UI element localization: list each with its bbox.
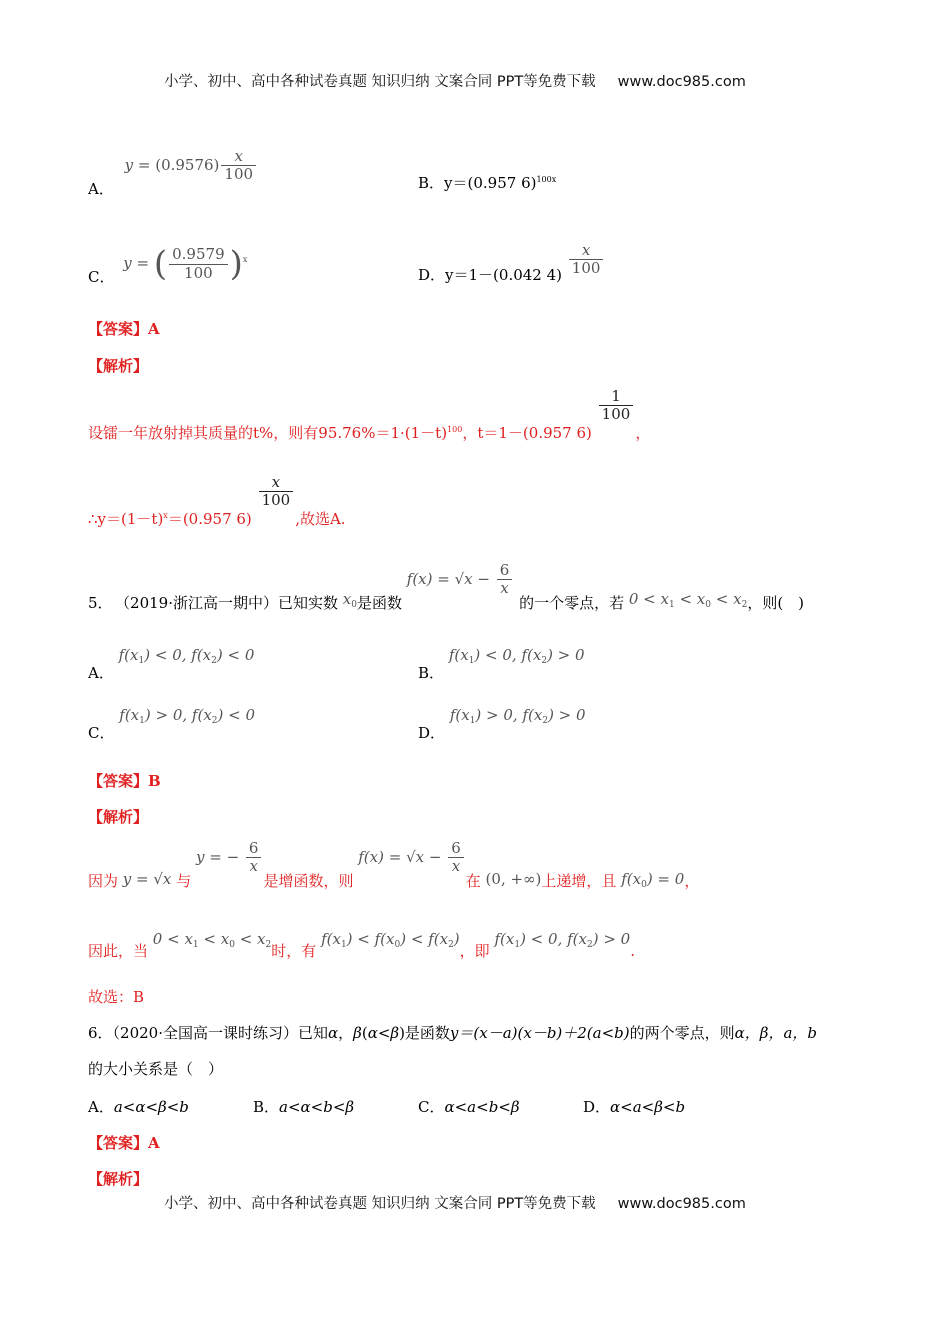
q6-option-b: B．a<α<b<β (253, 1098, 355, 1116)
page-header (164, 70, 746, 91)
q4-analysis: 【解析】 (88, 357, 149, 375)
footer-url[interactable]: www.doc985.com (617, 1196, 746, 1212)
q5-solution-line2: 因此，当 $0 < x_1 < x_0 < x_2$时，有 $f(x_1) < f(x_0) < f(x_2)$，即 $f(x_1) < 0$, $f(x_2) > 0$. (88, 930, 635, 960)
q4-option-c-formula: y = ( $\frac{0.9579}{100}$ )$^x$ (123, 244, 248, 284)
q4-option-b-exp: 100x (536, 175, 557, 184)
q4-option-d-fraction: $\frac{x}{100}$ (567, 250, 606, 268)
q4-option-d-text: y＝1－(0.042 4) (445, 265, 563, 284)
q5-answer: 【答案】B (88, 772, 161, 790)
q6-option-d: D．α<a<β<b (583, 1098, 686, 1116)
q4-fraction-x-100: $\frac{x}{100}$ (257, 482, 296, 500)
q5-conclusion: 故选：B (88, 988, 145, 1006)
q5-option-d: D． $f(x_1) > 0$, $f(x_2) > 0$ (418, 706, 586, 742)
q6-option-c: C．α<a<b<β (418, 1098, 520, 1116)
q5-solution-line1: 因为 y = √x 与 y = − $\frac{6}{x}$ 是增函数，则 f(x) = √x − $\frac{6}{x}$ 在 (0, +∞)上递增，且 $f(x_0) = 0$， (88, 839, 700, 890)
q5-option-a: A． $f(x_1) < 0$, $f(x_2) < 0$ (88, 646, 255, 682)
q4-answer: 【答案】A (88, 320, 160, 338)
q4-option-b-label: B． (418, 174, 445, 192)
q5-function: f(x) = √x − $\frac{6}{x}$ (407, 570, 515, 588)
q4-option-c (88, 234, 248, 286)
q4-option-a-label: A． (88, 179, 114, 198)
q5-x0: $x_0$ (342, 589, 357, 610)
q4-solution-line1: 设镭一年放射掉其质量的t%，则有$95.76\%=1\cdot(1-t)_{100}$，t＝1－(0.957 6) $\frac{1}{100}$ ， (88, 387, 651, 442)
header-text: 小学、初中、高中各种试卷真题 知识归纳 文案合同 PPT等免费下载 (164, 74, 596, 90)
q4-option-a (88, 147, 254, 198)
q4-option-a-formula: y = (0.9576) $\frac{x}{100}$ (125, 156, 258, 174)
q6-stem-line2: 的大小关系是（ ） (88, 1060, 224, 1078)
q4-option-b (418, 172, 556, 193)
q5-condition: $0 < x_1 < x_0 < x_2$ (628, 589, 748, 610)
q6-option-a: A．a<α<β<b (88, 1098, 189, 1116)
q5-analysis: 【解析】 (88, 808, 149, 826)
q5-option-c: C． $f(x_1) > 0$, $f(x_2) < 0$ (88, 706, 256, 742)
q5-option-b: B． $f(x_1) < 0$, $f(x_2) > 0$ (418, 646, 585, 682)
footer-text: 小学、初中、高中各种试卷真题 知识归纳 文案合同 PPT等免费下载 (164, 1196, 596, 1212)
q6-stem-line1: 6．（2020·全国高一课时练习）已知α，β(α<β)是函数y＝(x－a)(x－b)＋2(a<b)的两个零点，则α，β，a，b (88, 1024, 818, 1042)
q4-option-d-label: D． (418, 265, 446, 284)
q4-option-c-label: C． (88, 268, 115, 286)
q4-fraction-1-100: $\frac{1}{100}$ (597, 396, 636, 414)
q4-solution-line2: $\therefore y=(1-t)_x=(0.957$ 6) $\frac{x}{100}$ ,故选A. (88, 473, 346, 528)
q6-answer: 【答案】A (88, 1134, 160, 1152)
q4-option-d (418, 241, 605, 284)
page-footer (164, 1192, 746, 1213)
q5-stem: 5． （2019·浙江高一期中）已知实数 $x_0$是函数 f(x) = √x − $\frac{6}{x}$ 的一个零点，若 $0 < x_1 < x_0 < x_2$，则( ) (88, 561, 805, 612)
q4-option-b-text: y＝(0.957 6) (444, 174, 537, 192)
header-url[interactable]: www.doc985.com (617, 74, 746, 90)
q6-analysis: 【解析】 (88, 1170, 149, 1188)
